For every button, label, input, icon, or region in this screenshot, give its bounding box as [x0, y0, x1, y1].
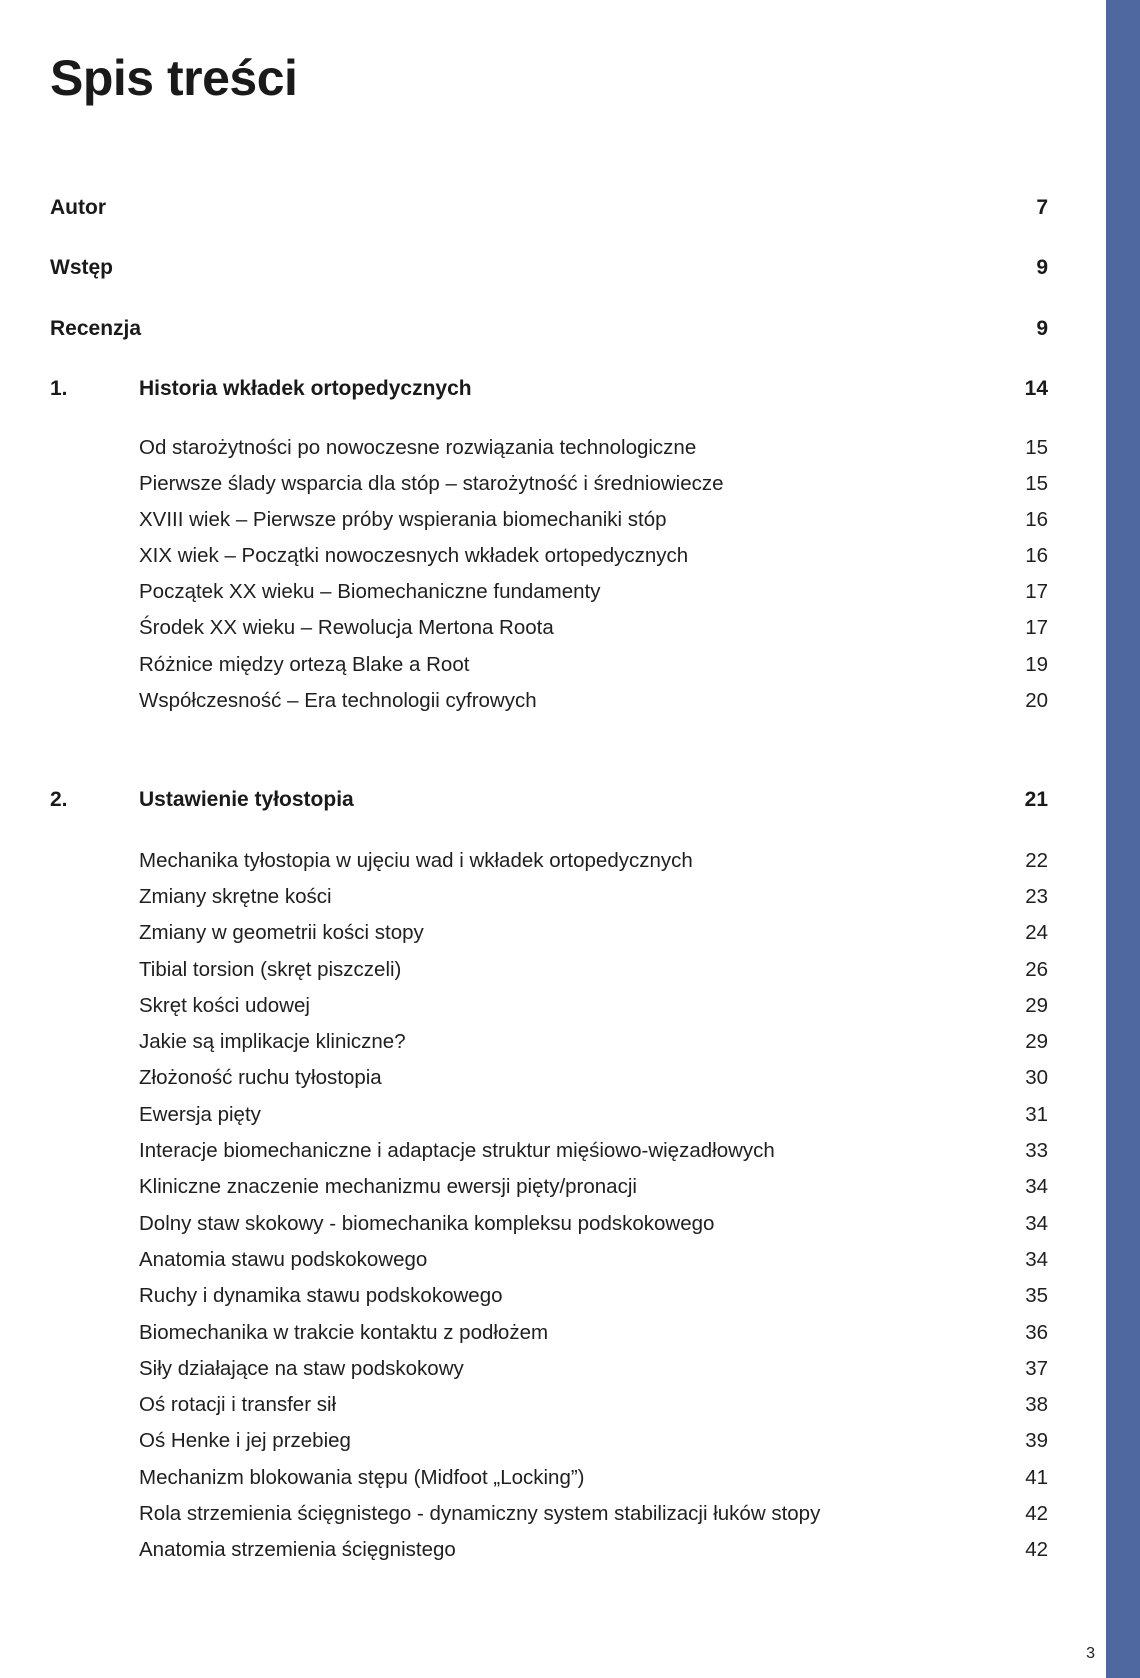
toc-subentry[interactable] [0, 1431, 1140, 1455]
toc-subentry-label[interactable]: Tibial torsion (skręt piszczeli) [139, 958, 402, 981]
toc-subentry-page: 22 [1025, 849, 1048, 872]
toc-entry[interactable] [0, 318, 1140, 342]
toc-subentry[interactable] [0, 1250, 1140, 1274]
toc-subentry[interactable] [0, 1395, 1140, 1419]
toc-subentry-label[interactable]: Siły działające na staw podskokowy [139, 1357, 464, 1380]
toc-subentry-label[interactable]: Początek XX wieku – Biomechaniczne fundamenty [139, 580, 601, 603]
toc-subentry[interactable] [0, 1177, 1140, 1201]
toc-subentry-label[interactable]: Kliniczne znaczenie mechanizmu ewersji pięty/pronacji [139, 1175, 637, 1198]
toc-subentry-page: 31 [1025, 1103, 1048, 1126]
toc-subentry[interactable] [0, 996, 1140, 1020]
toc-subentry-label[interactable]: Oś rotacji i transfer sił [139, 1393, 337, 1416]
toc-subentry[interactable] [0, 1323, 1140, 1347]
toc-entry-page: 7 [1036, 196, 1048, 219]
toc-subentry-page: 26 [1025, 958, 1048, 981]
toc-subentry[interactable] [0, 851, 1140, 875]
toc-subentry[interactable] [0, 1032, 1140, 1056]
toc-subentry-page: 33 [1025, 1139, 1048, 1162]
toc-subentry-page: 19 [1025, 653, 1048, 676]
toc-entry[interactable] [0, 197, 1140, 221]
chapter-number: 1. [50, 377, 68, 400]
toc-subentry-page: 38 [1025, 1393, 1048, 1416]
toc-subentry-label[interactable]: Anatomia stawu podskokowego [139, 1248, 428, 1271]
toc-entry-page: 9 [1036, 256, 1048, 279]
toc-subentry-label[interactable]: Dolny staw skokowy - biomechanika kompleksu podskokowego [139, 1212, 715, 1235]
toc-subentry-page: 29 [1025, 1030, 1048, 1053]
toc-entry-label[interactable]: Autor [50, 196, 106, 219]
toc-subentry-label[interactable]: Współczesność – Era technologii cyfrowych [139, 689, 537, 712]
toc-subentry[interactable] [0, 1540, 1140, 1564]
side-accent-bar [1106, 0, 1140, 1678]
toc-subentry-label[interactable]: Zmiany w geometrii kości stopy [139, 921, 424, 944]
toc-subentry-page: 35 [1025, 1284, 1048, 1307]
toc-subentry-label[interactable]: Anatomia strzemienia ścięgnistego [139, 1538, 456, 1561]
toc-entry-page: 9 [1036, 317, 1048, 340]
toc-subentry-page: 34 [1025, 1212, 1048, 1235]
toc-subentry[interactable] [0, 960, 1140, 984]
toc-subentry-label[interactable]: XIX wiek – Początki nowoczesnych wkładek ortopedycznych [139, 544, 689, 567]
toc-subentry-page: 41 [1025, 1466, 1048, 1489]
toc-entry[interactable] [0, 257, 1140, 281]
toc-subentry[interactable] [0, 546, 1140, 570]
toc-subentry-page: 17 [1025, 616, 1048, 639]
toc-subentry-page: 37 [1025, 1357, 1048, 1380]
toc-subentry-page: 15 [1025, 472, 1048, 495]
toc-subentry-label[interactable]: Mechanizm blokowania stępu (Midfoot „Locking”) [139, 1466, 585, 1489]
toc-subentry-label[interactable]: Różnice między ortezą Blake a Root [139, 653, 470, 676]
toc-entry-label[interactable]: Wstęp [50, 256, 113, 279]
toc-subentry-label[interactable]: Ewersja pięty [139, 1103, 261, 1126]
toc-subentry-label[interactable]: Ruchy i dynamika stawu podskokowego [139, 1284, 503, 1307]
toc-subentry-page: 20 [1025, 689, 1048, 712]
toc-subentry-page: 23 [1025, 885, 1048, 908]
toc-subentry-page: 34 [1025, 1175, 1048, 1198]
chapter-title[interactable]: Ustawienie tyłostopia [139, 788, 354, 811]
toc-subentry-page: 24 [1025, 921, 1048, 944]
toc-subentry-label[interactable]: Mechanika tyłostopia w ujęciu wad i wkładek ortopedycznych [139, 849, 693, 872]
toc-subentry-label[interactable]: Złożoność ruchu tyłostopia [139, 1066, 382, 1089]
toc-subentry-label[interactable]: XVIII wiek – Pierwsze próby wspierania biomechaniki stóp [139, 508, 667, 531]
chapter-number: 2. [50, 788, 68, 811]
toc-subentry-label[interactable]: Jakie są implikacje kliniczne? [139, 1030, 406, 1053]
toc-subentry[interactable] [0, 1068, 1140, 1092]
toc-subentry[interactable] [0, 1286, 1140, 1310]
page-title: Spis treści [50, 50, 298, 106]
toc-subentry[interactable] [0, 1105, 1140, 1129]
toc-subentry-page: 36 [1025, 1321, 1048, 1344]
toc-subentry[interactable] [0, 1214, 1140, 1238]
toc-entry-label[interactable]: Recenzja [50, 317, 142, 340]
toc-subentry[interactable] [0, 1141, 1140, 1165]
toc-subentry-page: 42 [1025, 1538, 1048, 1561]
toc-subentry[interactable] [0, 655, 1140, 679]
chapter-heading[interactable] [0, 789, 1140, 813]
toc-subentry-page: 17 [1025, 580, 1048, 603]
toc-subentry[interactable] [0, 923, 1140, 947]
toc-subentry-page: 16 [1025, 544, 1048, 567]
toc-subentry[interactable] [0, 438, 1140, 462]
chapter-page: 14 [1024, 377, 1048, 400]
toc-subentry[interactable] [0, 582, 1140, 606]
toc-subentry-label[interactable]: Oś Henke i jej przebieg [139, 1429, 351, 1452]
toc-subentry-label[interactable]: Biomechanika w trakcie kontaktu z podłożem [139, 1321, 549, 1344]
toc-subentry-page: 29 [1025, 994, 1048, 1017]
toc-subentry-label[interactable]: Rola strzemienia ścięgnistego - dynamiczny system stabilizacji łuków stopy [139, 1502, 821, 1525]
toc-subentry[interactable] [0, 1504, 1140, 1528]
toc-subentry-label[interactable]: Pierwsze ślady wsparcia dla stóp – starożytność i średniowiecze [139, 472, 724, 495]
toc-subentry[interactable] [0, 618, 1140, 642]
chapter-page: 21 [1024, 788, 1048, 811]
page-number: 3 [1086, 1645, 1095, 1662]
toc-subentry-label[interactable]: Od starożytności po nowoczesne rozwiązania technologiczne [139, 436, 697, 459]
chapter-heading[interactable] [0, 378, 1140, 402]
toc-subentry[interactable] [0, 887, 1140, 911]
toc-subentry-page: 15 [1025, 436, 1048, 459]
toc-subentry-page: 30 [1025, 1066, 1048, 1089]
toc-subentry-page: 34 [1025, 1248, 1048, 1271]
toc-subentry[interactable] [0, 1468, 1140, 1492]
toc-subentry[interactable] [0, 1359, 1140, 1383]
toc-subentry-label[interactable]: Skręt kości udowej [139, 994, 310, 1017]
toc-subentry-page: 16 [1025, 508, 1048, 531]
toc-subentry-label[interactable]: Interacje biomechaniczne i adaptacje struktur mięśiowo-więzadłowych [139, 1139, 775, 1162]
toc-subentry-page: 42 [1025, 1502, 1048, 1525]
toc-subentry-label[interactable]: Zmiany skrętne kości [139, 885, 332, 908]
toc-subentry-page: 39 [1025, 1429, 1048, 1452]
toc-subentry-label[interactable]: Środek XX wieku – Rewolucja Mertona Roota [139, 616, 554, 639]
toc-subentry[interactable] [0, 474, 1140, 498]
chapter-title[interactable]: Historia wkładek ortopedycznych [139, 377, 472, 400]
toc-subentry[interactable] [0, 510, 1140, 534]
toc-subentry[interactable] [0, 691, 1140, 715]
